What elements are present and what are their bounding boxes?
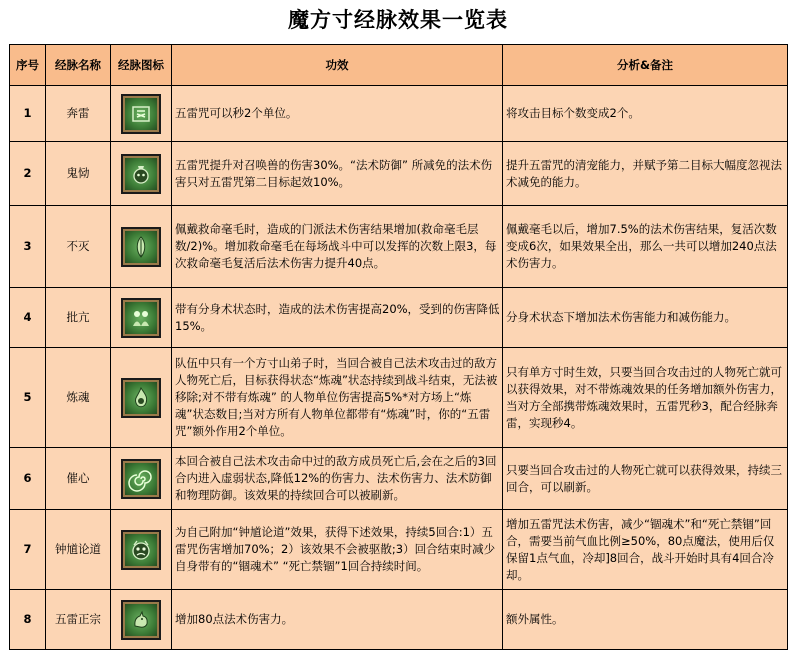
- table-row: [10, 206, 788, 288]
- effect-text: 佩戴救命毫毛时，造成的门派法术伤害结果增加(救命毫毛层数/2)%。增加救命毫毛在每场战斗中可以发挥的次数上限3，每次救命毫毛复活后法术伤害力提升40点。: [172, 206, 503, 288]
- page-title: 魔方寸经脉效果一览表: [288, 8, 508, 32]
- row-index: 4: [10, 288, 46, 348]
- table-row: [10, 590, 788, 650]
- row-index: 8: [10, 590, 46, 650]
- header-name: 经脉名称: [46, 45, 111, 86]
- meridian-name: 五雷正宗: [46, 590, 111, 650]
- row-index: 7: [10, 510, 46, 590]
- meridian-name: 奔雷: [46, 86, 111, 142]
- soul-flame-icon: [121, 378, 161, 418]
- spiral-heart-icon: [121, 459, 161, 499]
- meridian-name: 不灭: [46, 206, 111, 288]
- meridian-name: 批亢: [46, 288, 111, 348]
- meridian-name: 炼魂: [46, 348, 111, 448]
- demon-face-icon: [121, 530, 161, 570]
- note-text: 分身术状态下增加法术伤害能力和减伤能力。: [503, 288, 788, 348]
- meridian-name: 催心: [46, 448, 111, 510]
- table-header-row: [10, 45, 788, 86]
- header-index: 序号: [10, 45, 46, 86]
- note-text: 佩戴毫毛以后，增加7.5%的法术伤害结果，复活次数变成6次，如果效果全出，那么一共可以增加240点法术伤害力。: [503, 206, 788, 288]
- effect-text: 队伍中只有一个方寸山弟子时，当回合被自己法术攻击过的敌方人物死亡后，目标获得状态“炼魂”状态持续到战斗结束，无法被移除;对不带有炼魂” 的人物单位伤害提高5%*对方场上“炼魂”状态数目;当对方所有人物单位都带有“炼魂”时，你的“五雷咒”额外作用2个单位。: [172, 348, 503, 448]
- effect-text: 为自己附加“钟馗论道”效果，获得下述效果，持续5回合:1）五雷咒伤害增加70%；2）该效果不会被驱散;3）回合结束时减少自身带有的“锢魂术” “死亡禁锢”1回合持续时间。: [172, 510, 503, 590]
- effect-text: 五雷咒提升对召唤兽的伤害30%。“法术防御” 所减免的法术伤害只对五雷咒第二目标起效10%。: [172, 142, 503, 206]
- effect-text: 五雷咒可以秒2个单位。: [172, 86, 503, 142]
- note-text: 提升五雷咒的清宠能力，并赋予第二目标大幅度忽视法术减免的能力。: [503, 142, 788, 206]
- ghost-pot-icon: [121, 154, 161, 194]
- note-text: 将攻击目标个数变成2个。: [503, 86, 788, 142]
- row-index: 5: [10, 348, 46, 448]
- meridian-table: [9, 44, 788, 650]
- row-index: 3: [10, 206, 46, 288]
- row-index: 6: [10, 448, 46, 510]
- effect-text: 本回合被自己法术攻击命中过的敌方成员死亡后,会在之后的3回合内进入虚弱状态,降低12%的伤害力、法术伤害力、法术防御和物理防御。该效果的持续回合可以被刷新。: [172, 448, 503, 510]
- note-text: 增加五雷咒法术伤害，减少“锢魂术”和“死亡禁锢”回合，需要当前气血比例≥50%，80点魔法，使用后仅保留1点气血，冷却]8回合，战斗开始时具有4回合冷却。: [503, 510, 788, 590]
- note-text: 只要当回合攻击过的人物死亡就可以获得效果，持续三回合，可以刷新。: [503, 448, 788, 510]
- effect-text: 增加80点法术伤害力。: [172, 590, 503, 650]
- rooster-thunder-icon: [121, 600, 161, 640]
- row-index: 1: [10, 86, 46, 142]
- note-text: 额外属性。: [503, 590, 788, 650]
- twin-figures-icon: [121, 298, 161, 338]
- table-row: [10, 448, 788, 510]
- feather-icon: [121, 227, 161, 267]
- table-row: [10, 288, 788, 348]
- row-index: 2: [10, 142, 46, 206]
- table-row: [10, 86, 788, 142]
- header-note: 分析&备注: [503, 45, 788, 86]
- effect-text: 带有分身术状态时，造成的法术伤害提高20%，受到的伤害降低15%。: [172, 288, 503, 348]
- note-text: 只有单方寸时生效，只要当回合攻击过的人物死亡就可以获得效果，对不带炼魂效果的任务增加额外伤害力，当对方全部携带炼魂效果时，五雷咒秒3，配合经脉奔雷，实现秒4。: [503, 348, 788, 448]
- meridian-name: 鬼恸: [46, 142, 111, 206]
- header-effect: 功效: [172, 45, 503, 86]
- table-row: [10, 348, 788, 448]
- thunder-seal-icon: [121, 94, 161, 134]
- meridian-name: 钟馗论道: [46, 510, 111, 590]
- header-icon: 经脉图标: [111, 45, 172, 86]
- table-row: [10, 142, 788, 206]
- table-row: [10, 510, 788, 590]
